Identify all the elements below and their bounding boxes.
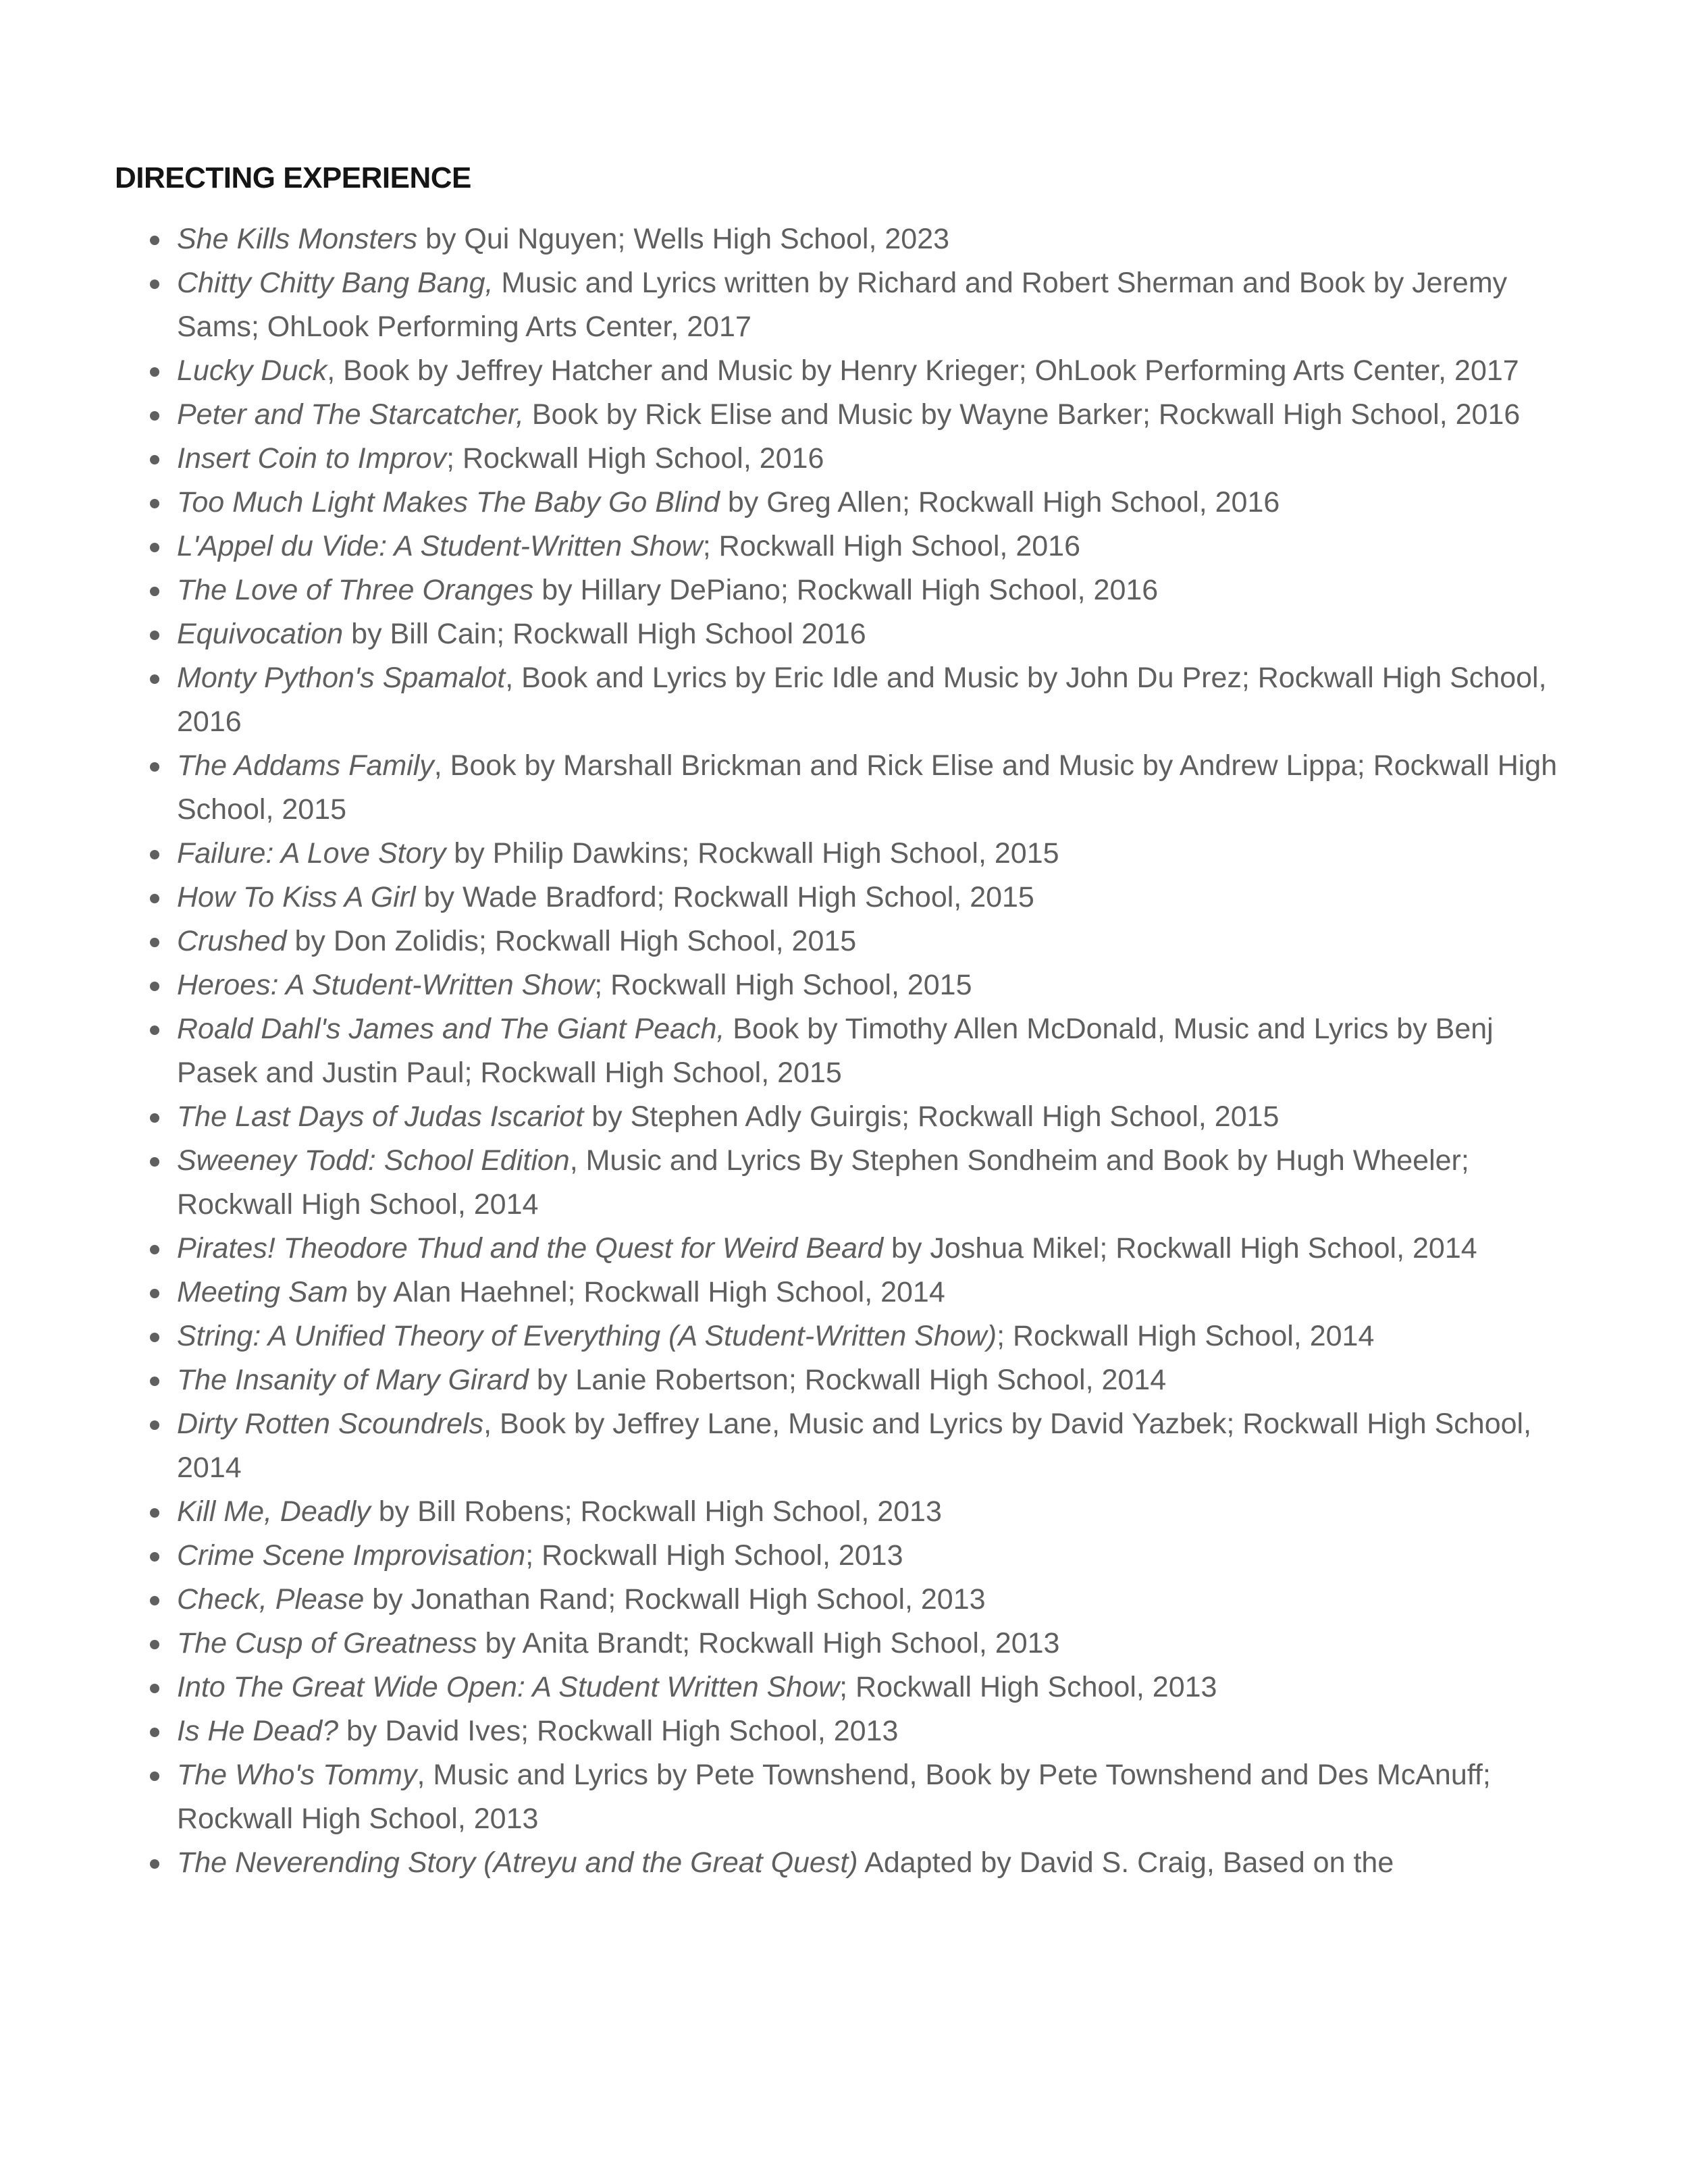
play-title: She Kills Monsters (177, 223, 418, 255)
list-item (177, 1534, 1581, 1578)
play-title: Meeting Sam (177, 1276, 348, 1308)
play-details: by Stephen Adly Guirgis; Rockwall High School, 2015 (583, 1100, 1280, 1133)
play-details: ; Rockwall High School, 2016 (702, 530, 1080, 562)
play-title: Lucky Duck (177, 354, 327, 387)
play-title: The Neverending Story (Atreyu and the Great Quest) (177, 1846, 858, 1879)
play-title: Kill Me, Deadly (177, 1495, 371, 1528)
play-title: Equivocation (177, 618, 344, 650)
play-details: , Music and Lyrics by Pete Townshend, Book by Pete Townshend and Des McAnuff; Rockwall High School, 2013 (177, 1759, 1491, 1835)
play-details: by David Ives; Rockwall High School, 2013 (338, 1715, 899, 1747)
list-item (177, 1666, 1581, 1709)
list-item (177, 1709, 1581, 1753)
list-item (177, 1227, 1581, 1271)
play-details: by Wade Bradford; Rockwall High School, 2015 (415, 881, 1034, 913)
list-item (177, 1490, 1581, 1534)
play-title: The Love of Three Oranges (177, 574, 534, 606)
list-item (177, 920, 1581, 963)
list-item (177, 1007, 1581, 1095)
list-item (177, 1095, 1581, 1139)
play-title: The Insanity of Mary Girard (177, 1364, 529, 1396)
list-item (177, 217, 1581, 261)
list-item (177, 261, 1581, 349)
play-title: L'Appel du Vide: A Student-Written Show (177, 530, 703, 562)
list-item (177, 1622, 1581, 1666)
play-details: Adapted by David S. Craig, Based on the (858, 1846, 1394, 1879)
list-item (177, 832, 1581, 876)
play-title: The Last Days of Judas Iscariot (177, 1100, 584, 1133)
play-title: Chitty Chitty Bang Bang, (177, 267, 494, 299)
play-title: How To Kiss A Girl (177, 881, 416, 913)
list-item (177, 1578, 1581, 1622)
play-details: by Hillary DePiano; Rockwall High School, 2016 (533, 574, 1159, 606)
play-title: The Addams Family (177, 749, 434, 782)
play-details: ; Rockwall High School, 2016 (446, 442, 824, 475)
list-item (177, 876, 1581, 920)
list-item (177, 1314, 1581, 1358)
play-details: Book by Timothy Allen McDonald, Music and Lyrics by Benj Pasek and Justin Paul; Rockwall High School, 2015 (177, 1013, 1494, 1089)
play-title: Peter and The Starcatcher, (177, 398, 524, 431)
list-item (177, 1139, 1581, 1227)
play-title: Monty Python's Spamalot (177, 662, 506, 694)
list-item (177, 349, 1581, 393)
play-details: by Philip Dawkins; Rockwall High School, 2015 (446, 837, 1059, 870)
play-details: by Alan Haehnel; Rockwall High School, 2014 (348, 1276, 945, 1308)
section-heading: DIRECTING EXPERIENCE (115, 161, 471, 194)
play-title: The Cusp of Greatness (177, 1627, 477, 1659)
list-item (177, 1271, 1581, 1314)
play-details: by Anita Brandt; Rockwall High School, 2013 (477, 1627, 1060, 1659)
play-details: ; Rockwall High School, 2013 (525, 1539, 903, 1572)
play-title: Pirates! Theodore Thud and the Quest for Weird Beard (177, 1232, 884, 1264)
play-details: by Bill Robens; Rockwall High School, 2013 (370, 1495, 942, 1528)
play-details: by Don Zolidis; Rockwall High School, 2015 (286, 925, 857, 957)
list-item (177, 1402, 1581, 1490)
play-details: by Greg Allen; Rockwall High School, 2016 (719, 486, 1280, 518)
play-title: Roald Dahl's James and The Giant Peach, (177, 1013, 725, 1045)
play-title: Sweeney Todd: School Edition (177, 1144, 570, 1177)
list-item (177, 437, 1581, 481)
list-item (177, 1753, 1581, 1841)
play-details: ; Rockwall High School, 2014 (997, 1320, 1375, 1352)
play-title: Crime Scene Improvisation (177, 1539, 526, 1572)
play-title: Failure: A Love Story (177, 837, 446, 870)
play-details: by Bill Cain; Rockwall High School 2016 (343, 618, 866, 650)
play-details: , Book by Jeffrey Hatcher and Music by Henry Krieger; OhLook Performing Arts Center, 2017 (327, 354, 1519, 387)
list-item (177, 963, 1581, 1007)
play-title: String: A Unified Theory of Everything (A Student-Written Show) (177, 1320, 997, 1352)
play-details: by Qui Nguyen; Wells High School, 2023 (417, 223, 950, 255)
play-title: The Who's Tommy (177, 1759, 417, 1791)
list-item (177, 656, 1581, 744)
play-title: Insert Coin to Improv (177, 442, 447, 475)
play-details: ; Rockwall High School, 2013 (839, 1671, 1217, 1703)
list-item (177, 1358, 1581, 1402)
list-item (177, 525, 1581, 568)
list-item (177, 481, 1581, 525)
play-details: , Book by Marshall Brickman and Rick Elise and Music by Andrew Lippa; Rockwall High School, 2015 (177, 749, 1558, 826)
play-details: , Book by Jeffrey Lane, Music and Lyrics by David Yazbek; Rockwall High School, 2014 (177, 1408, 1532, 1484)
list-item (177, 568, 1581, 612)
directing-experience-list (177, 217, 1581, 1885)
play-details: , Music and Lyrics By Stephen Sondheim and Book by Hugh Wheeler; Rockwall High School, 2014 (177, 1144, 1469, 1221)
play-title: Is He Dead? (177, 1715, 339, 1747)
play-title: Too Much Light Makes The Baby Go Blind (177, 486, 720, 518)
play-title: Heroes: A Student-Written Show (177, 969, 595, 1001)
play-details: ; Rockwall High School, 2015 (594, 969, 972, 1001)
play-title: Crushed (177, 925, 287, 957)
play-title: Into The Great Wide Open: A Student Written Show (177, 1671, 840, 1703)
list-item (177, 1841, 1581, 1885)
play-details: Book by Rick Elise and Music by Wayne Barker; Rockwall High School, 2016 (523, 398, 1521, 431)
list-item (177, 744, 1581, 832)
play-title: Dirty Rotten Scoundrels (177, 1408, 484, 1440)
play-details: by Joshua Mikel; Rockwall High School, 2014 (883, 1232, 1477, 1264)
play-details: , Book and Lyrics by Eric Idle and Music by John Du Prez; Rockwall High School, 2016 (177, 662, 1547, 738)
play-details: by Jonathan Rand; Rockwall High School, 2013 (364, 1583, 986, 1616)
list-item (177, 393, 1581, 437)
play-details: by Lanie Robertson; Rockwall High School, 2014 (528, 1364, 1167, 1396)
play-details: Music and Lyrics written by Richard and Robert Sherman and Book by Jeremy Sams; OhLook Performing Arts Center, 2017 (177, 267, 1508, 343)
list-item (177, 612, 1581, 656)
play-title: Check, Please (177, 1583, 365, 1616)
